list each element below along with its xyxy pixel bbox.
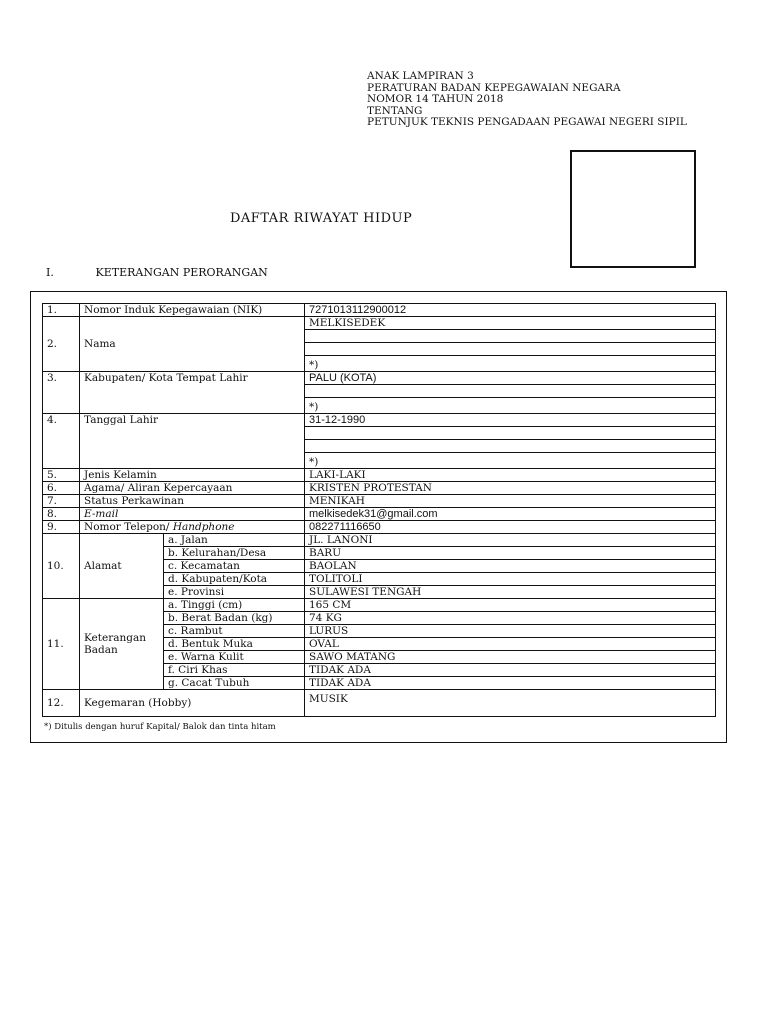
jenis-kelamin-value: LAKI-LAKI [305,469,716,482]
sub-label: a. Tinggi (cm) [164,599,305,612]
header-block [367,71,687,129]
table-row [43,508,716,521]
nama-value: MELKISEDEK [305,317,716,330]
badan-label-line2: Badan [84,644,118,656]
row-number: 8. [43,508,80,521]
table-row [43,304,716,317]
row-number: 11. [43,599,80,690]
table-row [43,372,716,385]
sub-value: 165 CM [305,599,716,612]
footnote: *) Ditulis dengan huruf Kapital/ Balok dan tinta hitam [44,722,276,732]
sub-label: e. Warna Kulit [164,651,305,664]
tempat-blank-line [305,385,716,398]
nama-blank-line [305,330,716,343]
sub-value: TIDAK ADA [305,664,716,677]
row-label: Status Perkawinan [80,495,305,508]
row-label [80,599,164,690]
personal-data-table [42,303,716,717]
hobby-value: MUSIK [305,690,716,717]
header-line-5: PETUNJUK TEKNIS PENGADAAN PEGAWAI NEGERI SIPIL [367,116,687,128]
row-number: 10. [43,534,80,599]
section-label: KETERANGAN PERORANGAN [95,266,268,279]
row-label: Nama [80,317,305,372]
sub-value: LURUS [305,625,716,638]
email-value: melkisedek31@gmail.com [305,508,716,521]
row-label: Nomor Induk Kepegawaian (NIK) [80,304,305,317]
sub-value: TOLITOLI [305,573,716,586]
tempat-lahir-value: PALU (KOTA) [305,372,716,385]
row-number: 3. [43,372,80,414]
row-label: Kegemaran (Hobby) [80,690,305,717]
telepon-label-italic: Handphone [172,521,235,533]
header-line-2: PERATURAN BADAN KEPEGAWAIAN NEGARA [367,81,621,94]
row-label: Kabupaten/ Kota Tempat Lahir [80,372,305,414]
row-label: Jenis Kelamin [80,469,305,482]
table-row [43,317,716,330]
tanggal-mark: *) [305,453,716,469]
row-label: Alamat [80,534,164,599]
sub-value: OVAL [305,638,716,651]
sub-value: JL. LANONI [305,534,716,547]
table-row [43,534,716,547]
row-label: Agama/ Aliran Kepercayaan [80,482,305,495]
sub-label: c. Rambut [164,625,305,638]
sub-label: b. Berat Badan (kg) [164,612,305,625]
table-row [43,690,716,717]
nama-mark: *) [305,356,716,372]
sub-label: e. Provinsi [164,586,305,599]
sub-value: BARU [305,547,716,560]
nik-value: 7271013112900012 [305,304,716,317]
agama-value: KRISTEN PROTESTAN [305,482,716,495]
table-row [43,469,716,482]
row-number: 5. [43,469,80,482]
section-heading [46,266,268,279]
sub-label: b. Kelurahan/Desa [164,547,305,560]
table-row [43,599,716,612]
sub-value: BAOLAN [305,560,716,573]
header-line-4: TENTANG [367,104,423,117]
tempat-mark: *) [305,398,716,414]
row-number: 2. [43,317,80,372]
sub-value: SAWO MATANG [305,651,716,664]
table-row [43,521,716,534]
photo-box [570,150,696,268]
badan-label-line1: Keterangan [84,632,146,644]
row-number: 12. [43,690,80,717]
tanggal-blank-line [305,440,716,453]
row-number: 9. [43,521,80,534]
header-line-3: NOMOR 14 TAHUN 2018 [367,93,504,105]
row-label [80,521,305,534]
sub-label: d. Bentuk Muka [164,638,305,651]
row-number: 4. [43,414,80,469]
row-label: Tanggal Lahir [80,414,305,469]
header-line-1: ANAK LAMPIRAN 3 [367,70,474,82]
tanggal-lahir-value: 31-12-1990 [305,414,716,427]
sub-value: TIDAK ADA [305,677,716,690]
row-number: 6. [43,482,80,495]
sub-label: g. Cacat Tubuh [164,677,305,690]
table-row [43,495,716,508]
sub-value: SULAWESI TENGAH [305,586,716,599]
table-row [43,482,716,495]
row-label: E-mail [80,508,305,521]
sub-label: c. Kecamatan [164,560,305,573]
telepon-value: 082271116650 [305,521,716,534]
row-number: 7. [43,495,80,508]
row-number: 1. [43,304,80,317]
status-perkawinan-value: MENIKAH [305,495,716,508]
telepon-label-prefix: Nomor Telepon/ [84,521,170,533]
page-title: DAFTAR RIWAYAT HIDUP [230,211,413,226]
sub-label: d. Kabupaten/Kota [164,573,305,586]
tanggal-blank-line [305,427,716,440]
table-row [43,414,716,427]
nama-blank-line [305,343,716,356]
sub-label: a. Jalan [164,534,305,547]
section-number: I. [46,266,54,279]
sub-value: 74 KG [305,612,716,625]
sub-label: f. Ciri Khas [164,664,305,677]
